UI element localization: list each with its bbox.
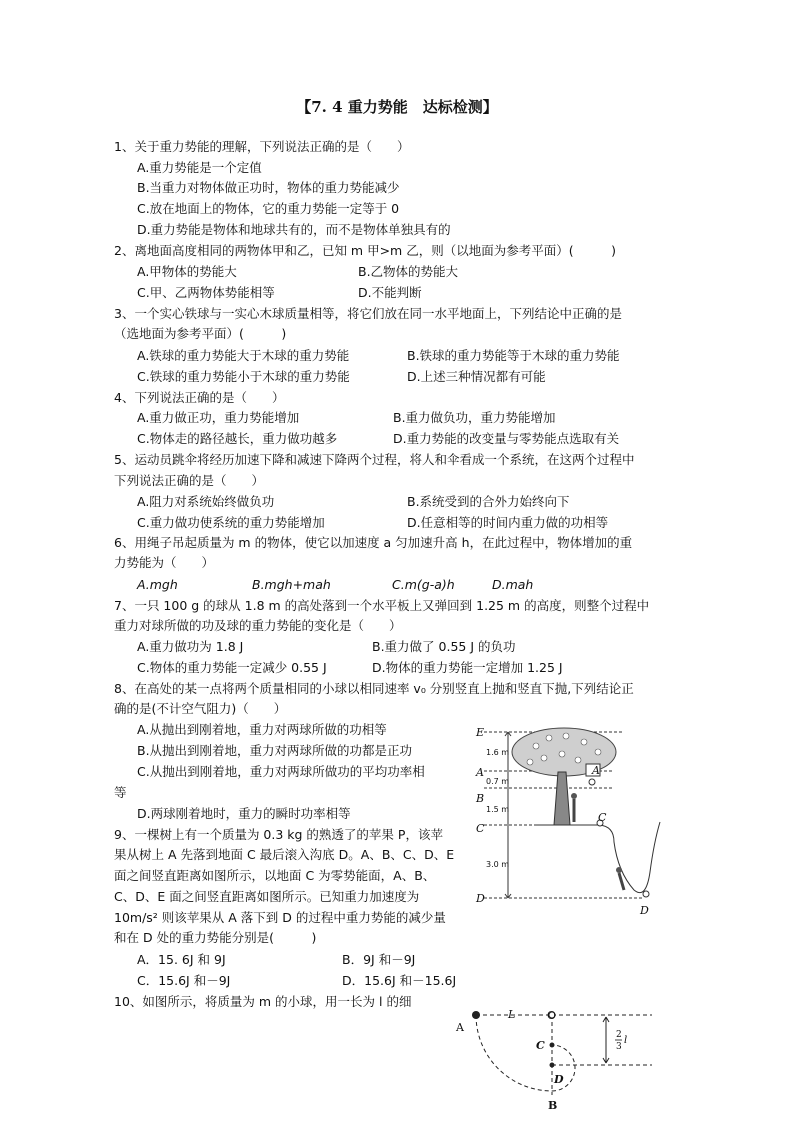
tree-ditch-figure bbox=[474, 722, 670, 918]
q6-stem-line1: 6、用绳子吊起质量为 m 的物体，使它以加速度 a 匀加速升高 h，在此过程中，物体增加的重 bbox=[114, 535, 633, 550]
q9-line6: 和在 D 处的重力势能分别是( ) bbox=[114, 930, 317, 945]
q9-line2: 果从树上 A 先落到地面 C 最后滚入沟底 D。A、B、C、D、E bbox=[114, 847, 455, 862]
pend-frac-l: l bbox=[624, 1035, 628, 1046]
tree-apple-c: C bbox=[598, 811, 607, 824]
pend-label-d: D bbox=[554, 1073, 564, 1086]
pend-frac-den: 3 bbox=[616, 1042, 622, 1052]
q6-stem-line2: 力势能为（ ） bbox=[114, 555, 215, 570]
pend-label-a: A bbox=[456, 1021, 464, 1034]
q4-option-c: C.物体走的路径越长，重力做功越多 bbox=[137, 431, 338, 446]
q9-option-c: C．15.6J 和－9J bbox=[137, 973, 231, 988]
q8-option-a: A.从抛出到刚着地，重力对两球所做的功相等 bbox=[137, 722, 387, 737]
q9-option-d: D．15.6J 和－15.6J bbox=[342, 973, 457, 988]
q1-option-d: D.重力势能是物体和地球共有的，而不是物体单独具有的 bbox=[137, 222, 451, 237]
q2-option-a: A.甲物体的势能大 bbox=[137, 264, 237, 279]
pend-frac-num: 2 bbox=[616, 1030, 622, 1040]
q8-stem-line2: 确的是(不计空气阻力)（ ） bbox=[114, 701, 287, 716]
pend-label-c: C bbox=[536, 1039, 545, 1052]
q3-stem-line1: 3、一个实心铁球与一实心木球质量相等，将它们放在同一水平地面上，下列结论中正确的是 bbox=[114, 306, 622, 321]
dist-1-5: 1.5 m bbox=[486, 805, 510, 814]
tree-label-e: E bbox=[476, 726, 485, 739]
q2-stem: 2、离地面高度相同的两物体甲和乙，已知 m 甲>m 乙，则（以地面为参考平面）( ) bbox=[114, 243, 616, 258]
q4-option-b: B.重力做负功，重力势能增加 bbox=[393, 410, 556, 425]
q8-option-c: C.从抛出到刚着地，重力对两球所做功的平均功率相 bbox=[137, 764, 425, 779]
q6-option-b: B.mgh+mah bbox=[252, 577, 331, 592]
q3-stem-line2: （选地面为参考平面）( ) bbox=[114, 326, 287, 341]
tree-label-b: B bbox=[476, 792, 485, 805]
q8-option-b: B.从抛出到刚着地，重力对两球所做的功都是正功 bbox=[137, 743, 413, 758]
q7-option-c: C.物体的重力势能一定减少 0.55 J bbox=[137, 660, 327, 675]
q5-option-b: B.系统受到的合外力始终向下 bbox=[407, 494, 570, 509]
q4-stem: 4、下列说法正确的是（ ） bbox=[114, 390, 285, 405]
q1-option-b: B.当重力对物体做正功时，物体的重力势能减少 bbox=[137, 180, 400, 195]
q3-option-c: C.铁球的重力势能小于木球的重力势能 bbox=[137, 369, 350, 384]
pend-label-o: O bbox=[547, 1009, 557, 1022]
q3-option-b: B.铁球的重力势能等于木球的重力势能 bbox=[407, 348, 620, 363]
q3-option-d: D.上述三种情况都有可能 bbox=[407, 369, 546, 384]
q6-option-d: D.mah bbox=[492, 577, 534, 592]
q8-stem-line1: 8、在高处的某一点将两个质量相同的小球以相同速率 v₀ 分别竖直上抛和竖直下抛,下列结论正 bbox=[114, 681, 634, 696]
pendulum-figure bbox=[452, 1005, 662, 1115]
q9-line1: 9、一棵树上有一个质量为 0.3 kg 的熟透了的苹果 P，该苹 bbox=[114, 827, 443, 842]
dist-3-0: 3.0 m bbox=[486, 860, 510, 869]
q2-option-d: D.不能判断 bbox=[358, 285, 422, 300]
q6-option-c: C.m(g-a)h bbox=[392, 577, 455, 592]
q4-option-d: D.重力势能的改变量与零势能点选取有关 bbox=[393, 431, 620, 446]
q1-stem: 1、关于重力势能的理解，下列说法正确的是（ ） bbox=[114, 139, 410, 154]
q9-option-a: A．15. 6J 和 9J bbox=[137, 952, 226, 967]
dist-0-7: 0.7 m bbox=[486, 777, 510, 786]
pend-label-b: B bbox=[548, 1099, 558, 1112]
q2-option-b: B.乙物体的势能大 bbox=[358, 264, 459, 279]
q5-option-c: C.重力做功使系统的重力势能增加 bbox=[137, 515, 325, 530]
q9-line5: 10m/s² 则该苹果从 A 落下到 D 的过程中重力势能的减少量 bbox=[114, 910, 446, 925]
q7-option-a: A.重力做功为 1.8 J bbox=[137, 639, 244, 654]
q9-line4: C、D、E 面之间竖直距离如图所示。已知重力加速度为 bbox=[114, 889, 420, 904]
q5-stem-line2: 下列说法正确的是（ ） bbox=[114, 473, 265, 488]
q9-line3: 面之间竖直距离如图所示，以地面 C 为零势能面，A、B、 bbox=[114, 868, 436, 883]
q8-option-c-cont: 等 bbox=[114, 785, 127, 800]
pend-label-l: L bbox=[508, 1008, 516, 1021]
page-title: 【7. 4 重力势能 达标检测】 bbox=[296, 98, 498, 116]
q7-stem-line1: 7、一只 100 g 的球从 1.8 m 的高处落到一个水平板上又弹回到 1.25 m 的高度，则整个过程中 bbox=[114, 598, 650, 613]
tree-label-c: C bbox=[476, 822, 485, 835]
tree-apple-d: D bbox=[640, 904, 649, 917]
q6-option-a: A.mgh bbox=[137, 577, 178, 592]
q9-option-b: B．9J 和－9J bbox=[342, 952, 416, 967]
tree-label-a: A bbox=[476, 766, 484, 779]
q5-option-a: A.阻力对系统始终做负功 bbox=[137, 494, 275, 509]
q5-option-d: D.任意相等的时间内重力做的功相等 bbox=[407, 515, 609, 530]
q3-option-a: A.铁球的重力势能大于木球的重力势能 bbox=[137, 348, 350, 363]
q1-option-c: C.放在地面上的物体，它的重力势能一定等于 0 bbox=[137, 201, 400, 216]
dist-1-6: 1.6 m bbox=[486, 748, 510, 757]
q10-stem: 10、如图所示，将质量为 m 的小球，用一长为 l 的细 bbox=[114, 994, 412, 1009]
q4-option-a: A.重力做正功，重力势能增加 bbox=[137, 410, 300, 425]
q7-stem-line2: 重力对球所做的功及球的重力势能的变化是（ ） bbox=[114, 618, 402, 633]
tree-apple-a: A bbox=[592, 764, 600, 777]
q8-option-d: D.两球刚着地时，重力的瞬时功率相等 bbox=[137, 806, 351, 821]
tree-label-d: D bbox=[476, 892, 485, 905]
q7-option-d: D.物体的重力势能一定增加 1.25 J bbox=[372, 660, 563, 675]
q2-option-c: C.甲、乙两物体势能相等 bbox=[137, 285, 275, 300]
q7-option-b: B.重力做了 0.55 J 的负功 bbox=[372, 639, 516, 654]
q5-stem-line1: 5、运动员跳伞将经历加速下降和减速下降两个过程，将人和伞看成一个系统，在这两个过程中 bbox=[114, 452, 635, 467]
q1-option-a: A.重力势能是一个定值 bbox=[137, 160, 262, 175]
